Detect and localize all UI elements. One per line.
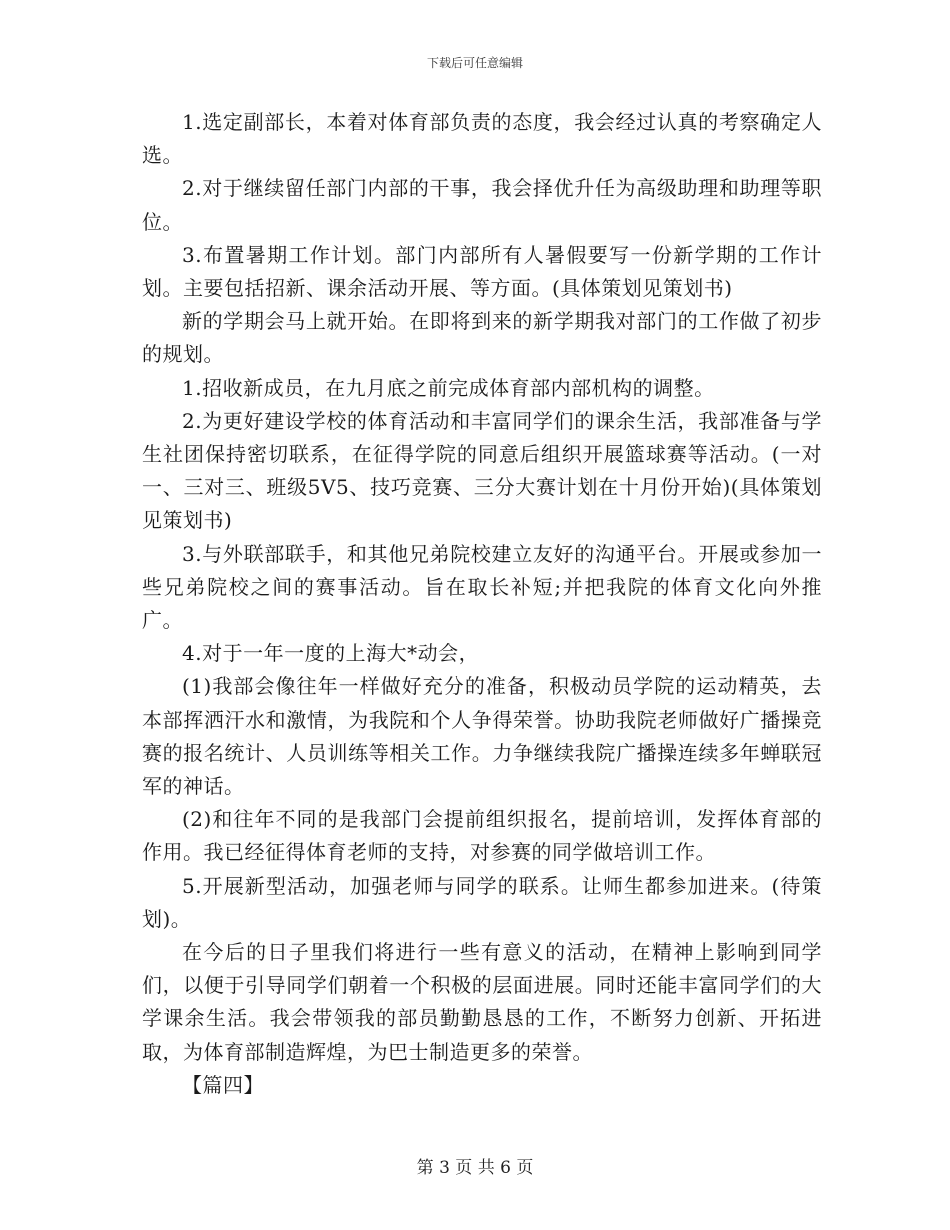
paragraph-10: (2)和往年不同的是我部门会提前组织报名，提前培训，发挥体育部的作用。我已经征得体育老师的支持，对参赛的同学做培训工作。 — [142, 807, 822, 865]
paragraph-1: 1.选定副部长，本着对体育部负责的态度，我会经过认真的考察确定人选。 — [142, 110, 822, 168]
paragraph-5: 1.招收新成员，在九月底之前完成体育部内部机构的调整。 — [182, 375, 715, 400]
document-body — [142, 106, 822, 1102]
paragraph-2: 2.对于继续留任部门内部的干事，我会择优升任为高级助理和助理等职位。 — [142, 176, 822, 234]
paragraph-12: 在今后的日子里我们将进行一些有意义的活动，在精神上影响到同学们，以便于引导同学们朝着一个积极的层面进展。同时还能丰富同学们的大学课余生活。我会带领我的部员勤勤恳恳的工作，不断努力创新、开拓进取，为体育部制造辉煌，为巴士制造更多的荣誉。 — [142, 940, 822, 1064]
paragraph-8: 4.对于一年一度的上海大*动会， — [182, 641, 480, 666]
page-header-note: 下载后可任意编辑 — [426, 56, 523, 70]
paragraph-7: 3.与外联部联手，和其他兄弟院校建立友好的沟通平台。开展或参加一些兄弟院校之间的赛事活动。旨在取长补短;并把我院的体育文化向外推广。 — [142, 541, 822, 633]
paragraph-11: 5.开展新型活动，加强老师与同学的联系。让师生都参加进来。(待策划)。 — [142, 873, 822, 931]
paragraph-9: (1)我部会像往年一样做好充分的准备，积极动员学院的运动精英，去本部挥洒汗水和激情，为我院和个人争得荣誉。协助我院老师做好广播操竞赛的报名统计、人员训练等相关工作。力争继续我院广播操连续多年蝉联冠军的神话。 — [142, 674, 822, 799]
paragraph-6: 2.为更好建设学校的体育活动和丰富同学们的课余生活，我部准备与学生社团保持密切联系，在征得学院的同意后组织开展篮球赛等活动。(一对一、三对三、班级5V5、技巧竞赛、三分大赛计划在十月份开始)(具体策划见策划书) — [142, 408, 822, 533]
page-number-footer: 第 3 页 共 6 页 — [416, 1158, 534, 1178]
paragraph-3: 3.布置暑期工作计划。部门内部所有人暑假要写一份新学期的工作计划。主要包括招新、课余活动开展、等方面。(具体策划见策划书) — [142, 242, 822, 301]
section-heading: 【篇四】 — [182, 1072, 264, 1097]
paragraph-4: 新的学期会马上就开始。在即将到来的新学期我对部门的工作做了初步的规划。 — [142, 309, 822, 367]
